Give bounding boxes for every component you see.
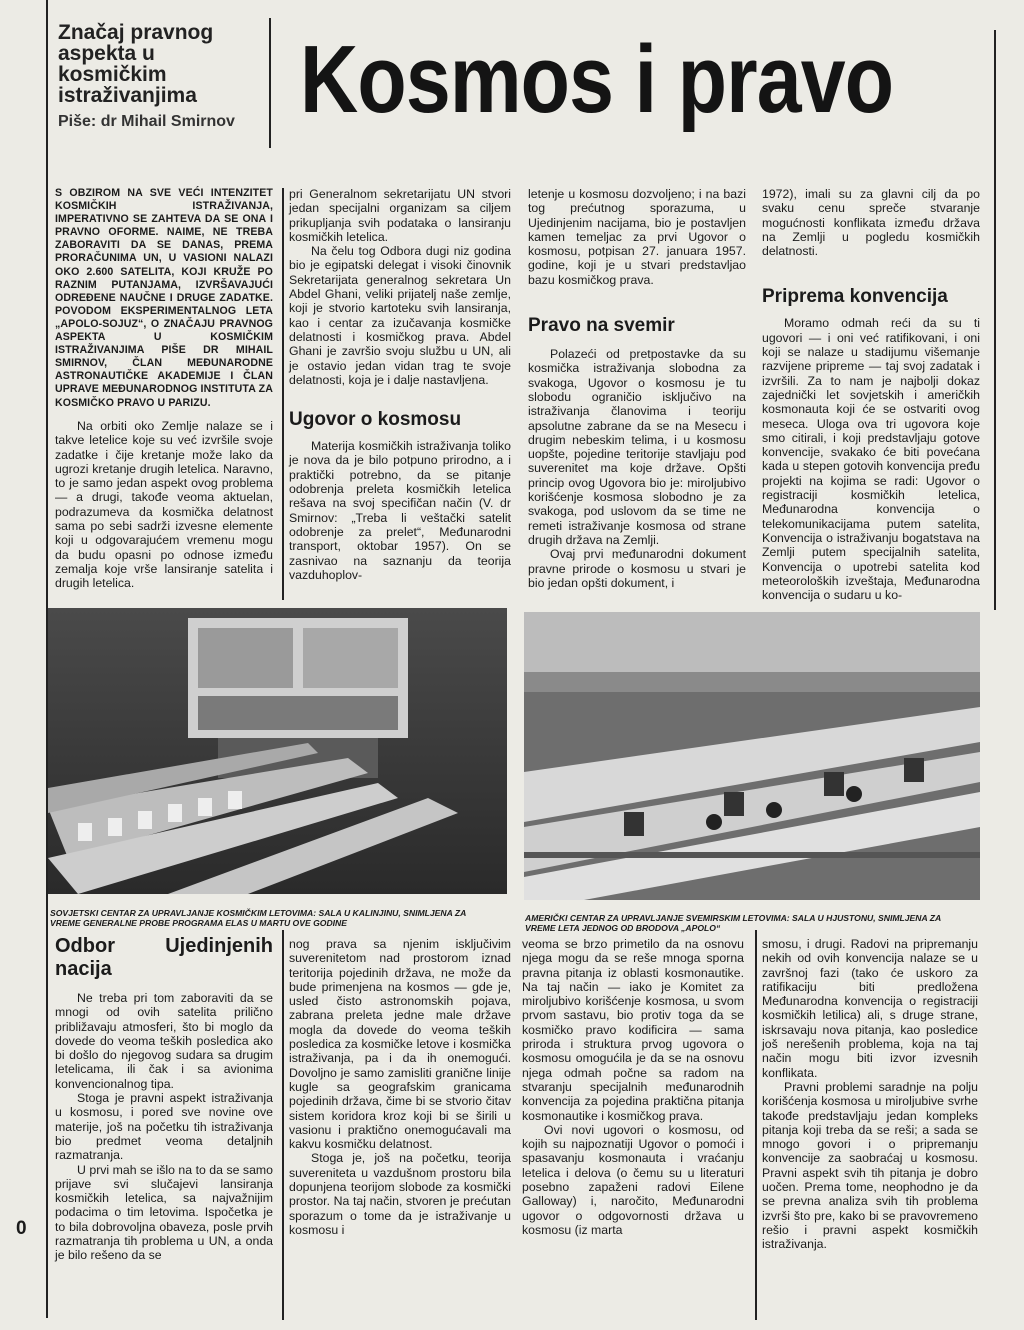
bottom-column-2 bbox=[289, 937, 511, 1237]
paragraph: Polazeći od pretpostavke da su kosmička istraživanja slobodna za svakoga, Ugovor o kosmosu je tu slobodu ograničio isključivo na istraživanja članovima i teoriju apsolutne zabrane da se na Mesecu i drugim nebeskim telima, i u kosmosu uopšte, pojedine teritorije stavljaju pod suverenitet ma koje države. Opšti princip ovog Ugovora bio je: miroljubivo korišćenje kosmosa slobodno je za svakoga, pod uslovom da se time ne remeti istraživanje kosmosa od strane drugih država na Zemlji. bbox=[528, 347, 746, 547]
column-rule-1 bbox=[282, 188, 284, 600]
page-number: 0 bbox=[16, 1218, 27, 1239]
paragraph: Ne treba pri tom zaboraviti da se mnogi od ovih satelita prilično približavaju atmosferi, što bi moglo da dovede do veoma teških posledica ako bi došlo do njegovog sudara sa drugim letelicama, ili čak i sa avionima konvencionalnog tipa. bbox=[55, 991, 273, 1091]
subheading-odbor: Odbor Ujedinjenih nacija bbox=[55, 935, 273, 980]
houston-control-room-image bbox=[524, 612, 980, 900]
paragraph: Stoga je, još na početku, teorija suvereniteta u vazdušnom prostoru bila dopunjena teorijom slobode za kosmički prostor. Na taj način, stvoren je prećutan sporazum o tome da je istraživanje u kosmosu i bbox=[289, 1151, 511, 1237]
right-margin-rule bbox=[994, 30, 996, 610]
caption-american: AMERIČKI CENTAR ZA UPRAVLJANJE SVEMIRSKIM LETOVIMA: SALA U HJUSTONU, SNIMLJENA ZA VREME LETA JEDNOG OD BRODOVA „APOLO“ bbox=[525, 913, 941, 933]
paragraph: Stoga je pravni aspekt istraživanja u kosmosu, i pored sve novine ove materije, još na početku tih istraživanja bio predmet veoma detaljnih razmatranja. bbox=[55, 1091, 273, 1163]
column-rule-bottom-3 bbox=[755, 930, 757, 1320]
paragraph: Moramo odmah reći da su ti ugovori — i oni već ratifikovani, i oni koji se nalaze u stadijumu višemanje razvijene pripreme — taj svoj zadatak i izvršili. Za to nam je najbolji dokaz zajednički let sovjetskih i američkih kosmonauta koji će se ostvariti ovog meseca. Uloga ova tri ugovora koje smo citirali, i koji predstavljaju gotove konvencije, svakako će biti povećana kada u stepen gotovih konvencija pređu projekti na kojima se radi: Ugovor o registraciji kosmičkih letelica, Međunarodna konvencija o telekomunikacijama putem satelita, Konvencija o istraživanju bogatstava na Zemlji putem specijalnih satelita, Konvencija o upotrebi satelita kod meteoroloških izveštaja, Međunarodna konvencija o sudaru u ko- bbox=[762, 316, 980, 603]
subheading-pravo: Pravo na svemir bbox=[528, 315, 675, 337]
paragraph: letenje u kosmosu dozvoljeno; i na bazi tog prećutnog sporazuma, u Ujedinjenim nacijama, bio je postavljen kamen temeljac za prvi Ugovor o kosmosu, potpisan 27. januara 1957. godine, koji je u stvari predstavljao bazu kosmičkog prava. bbox=[528, 187, 746, 287]
lead-paragraph: S OBZIROM NA SVE VEĆI INTENZITET KOSMIČKIH ISTRAŽIVANJA, IMPERATIVNO SE ZAHTEVA DA SE ONA I PRAVNO OFORME. NAIME, NE TREBA ZABORAVITI DA SE DANAS, PREMA PRORAČUNIMA UN, U VASIONI NALAZI OKO 2.600 SATELITA, KOJI KRUŽE PO RAZNIM PUTANJAMA, IZVRŠAVAJUĆI ODREĐENE NAUČNE I DRUGE ZADATKE. POVODOM EKSPERIMENTALNOG LETA „APOLO-SOJUZ“, O ZNAČAJU PRAVNOG ASPEKTA U KOSMIČKIM ISTRAŽIVANJIMA PIŠE DR MIHAIL SMIRNOV, ČLAN MEĐUNARODNE ASTRONAUTIČKE AKADEMIJE I ČLAN UPRAVE MEĐUNARODNOG INSTITUTA ZA KOSMIČKO PRAVO U PARIZU. bbox=[55, 187, 273, 409]
page-title: Kosmos i pravo bbox=[300, 26, 894, 133]
subheading-ugovor: Ugovor o kosmosu bbox=[289, 409, 462, 431]
subheading-priprema: Priprema konvencija bbox=[762, 286, 948, 308]
paragraph: veoma se brzo primetilo da na osnovu njega mogu da se reše mnoga sporna pravna pitanja iz oblasti kosmonautike. Na taj način — iako je Komitet za miroljubivo korišćenje kosmosa, u svom prvom sastavu, bio protiv toga da se kosmičko pravo kodificira — sama priroda i struktura prvog ugovora o kosmosu omogućila je da se na osnovu njega odmah počne sa radom na stvaranju specijalnih međunarodnih konvencija za pojedina praktična pitanja kosmonautike i kosmičkog prava. bbox=[522, 937, 744, 1123]
bottom-column-4 bbox=[762, 937, 978, 1252]
paragraph: U prvi mah se išlo na to da se samo prijave svi slučajevi lansiranja kosmičkih letelica, sa najvažnijim podacima o tim letovima. Ispočetka je to bila dobrovoljna obaveza, posle prvih razmatranja tih problema u UN, a onda je bilo rešeno da se bbox=[55, 1162, 273, 1263]
column-rule-bottom-1 bbox=[282, 930, 284, 1320]
caption-soviet: SOVJETSKI CENTAR ZA UPRAVLJANJE KOSMIČKIM LETOVIMA: SALA U KALINJINU, SNIMLJENA ZA VREME GENERALNE PROBE PROGRAMA ELAS U MARTU OVE GODINE bbox=[50, 908, 467, 928]
soviet-control-room-image bbox=[48, 608, 507, 894]
top-column-4 bbox=[762, 187, 980, 602]
bottom-column-3 bbox=[522, 937, 744, 1237]
paragraph: nog prava sa njenim isključivim suverenitetom nad prostorom iznad teritorija pojedinih država, ne može da bude primenjena na kosmos — gde je, usled čisto astronomskih pojava, zabrana preleta jedne male države mogla da dovede do veoma teških posledica za kosmičke letove i kosmička istraživanja, pa i da ih onemogući. Dovoljno je samo zamisliti graničnе linije kugle sa geografskim granicama pojedinih država, čime bi se stvorio čitav sistem koridora kroz koji bi se širili u vasionu i praktično onemogućavali ma kakvu kosmičku delatnost. bbox=[289, 937, 511, 1152]
paragraph: smosu, i drugi. Radovi na pripremanju nekih od ovih konvencija nalaze se u završnoj fazi (tako će uskoro za ratifikaciju biti predložena Međunarodna konvencija o registraciji kosmičkih letilica) ali, s druge strane, iskrsavaju nova pitanja, kao posledice još nerešenih problema, koja na taj način mogu biti izvor izvesnih konflikata. bbox=[762, 937, 978, 1080]
byline: Piše: dr Mihail Smirnov bbox=[58, 113, 235, 130]
bottom-column-1 bbox=[55, 935, 273, 1263]
paragraph: Na orbiti oko Zemlje nalaze se i takve letelice koje su već izvršile svoje zadatke i čije kretanje može lako da ugrozi kretanje drugih letelica. Naravno, to je samo jedan aspekt ovog problema — a drugi, takođe veoma aktuelan, podrazumeva da kosmička delatnost sama po sebi sadrži izvesne elemente koji u odgovarajućem vremenu mogu da budu opasni po odnose između zemalja koje vrše lansiranje satelita i drugih letelica. bbox=[55, 419, 273, 591]
header-divider-rule bbox=[269, 18, 271, 148]
top-column-1 bbox=[55, 419, 273, 591]
photo-soviet-control-center bbox=[48, 608, 507, 894]
paragraph: pri Generalnom sekretarijatu UN stvori jedan specijalni organizam sa ciljem prikupljanja svih podataka o lansiranju kosmičkih letelica. bbox=[289, 187, 511, 244]
paragraph: Ovaj prvi međunarodni dokument pravne prirode o kosmosu u stvari je bio jedan opšti dokument, i bbox=[528, 547, 746, 590]
top-column-2 bbox=[289, 187, 511, 582]
paragraph: Materija kosmičkih istraživanja toliko je nova da je bilo potpuno prirodno, a i praktički potrebno, da se pitanje odobrenja preleta kosmičkih letelica rešava na svoj specifičan način (V. dr Smirnov: „Treba li veštački satelit odobrenje za prelet“, Međunarodni transport, oktobar 1957). On se zasnivao na saznanju da teorija vazduhoplov- bbox=[289, 439, 511, 582]
photo-american-control-center bbox=[524, 612, 980, 900]
top-column-3 bbox=[528, 187, 746, 590]
paragraph: Pravni problemi saradnje na polju korišćenja kosmosa u miroljubive svrhe takođe predstavljaju jedan kompleks pitanja koji treba da se reši; a sada se mnogo govori i o pripremanju konvencije za saobraćaj u kosmosu. Pravni aspekt svih tih pitanja je dobro uočen. Prema tome, neophodno je da se prevna analiza svih tih problema izvrši što pre, kako bi se pravovremeno rešio i pravni aspekt kosmičkih istraživanja. bbox=[762, 1079, 978, 1252]
article-kicker: Značaj pravnog aspekta u kosmičkim istraživanjima bbox=[58, 21, 214, 107]
paragraph: Na čelu tog Odbora dugi niz godina bio je egipatski delegat i visoki činovnik Sekretarijata generalnog sekretara Un Abdel Ghani, veliki prijatelj naše zemlje, koji je stvorio kartoteku svih lansiranja, kao i centar za izučavanja kosmičke delatnosti i kosmičkog prava. Abdel Ghani je završio svoju službu u UN, ali je ostavio jedan vidan trag te svoje delatnosti, koja je i dalje nastavljena. bbox=[289, 244, 511, 387]
paragraph: 1972), imali su za glavni cilj da po svaku cenu spreče stvaranje mogućnosti konflikata između država na Zemlji u pogledu kosmičkih delatnosti. bbox=[762, 187, 980, 259]
paragraph: Ovi novi ugovori o kosmosu, od kojih su najpoznatiji Ugovor o pomoći i spasavanju kosmonauta i vraćanju letelica i delova (o čemu su u literaturi posebno zapaženi radovi Eilene Galloway) i, naročito, Međunarodni ugovor o odgovornosti država u kosmosu (iz marta bbox=[522, 1122, 744, 1237]
